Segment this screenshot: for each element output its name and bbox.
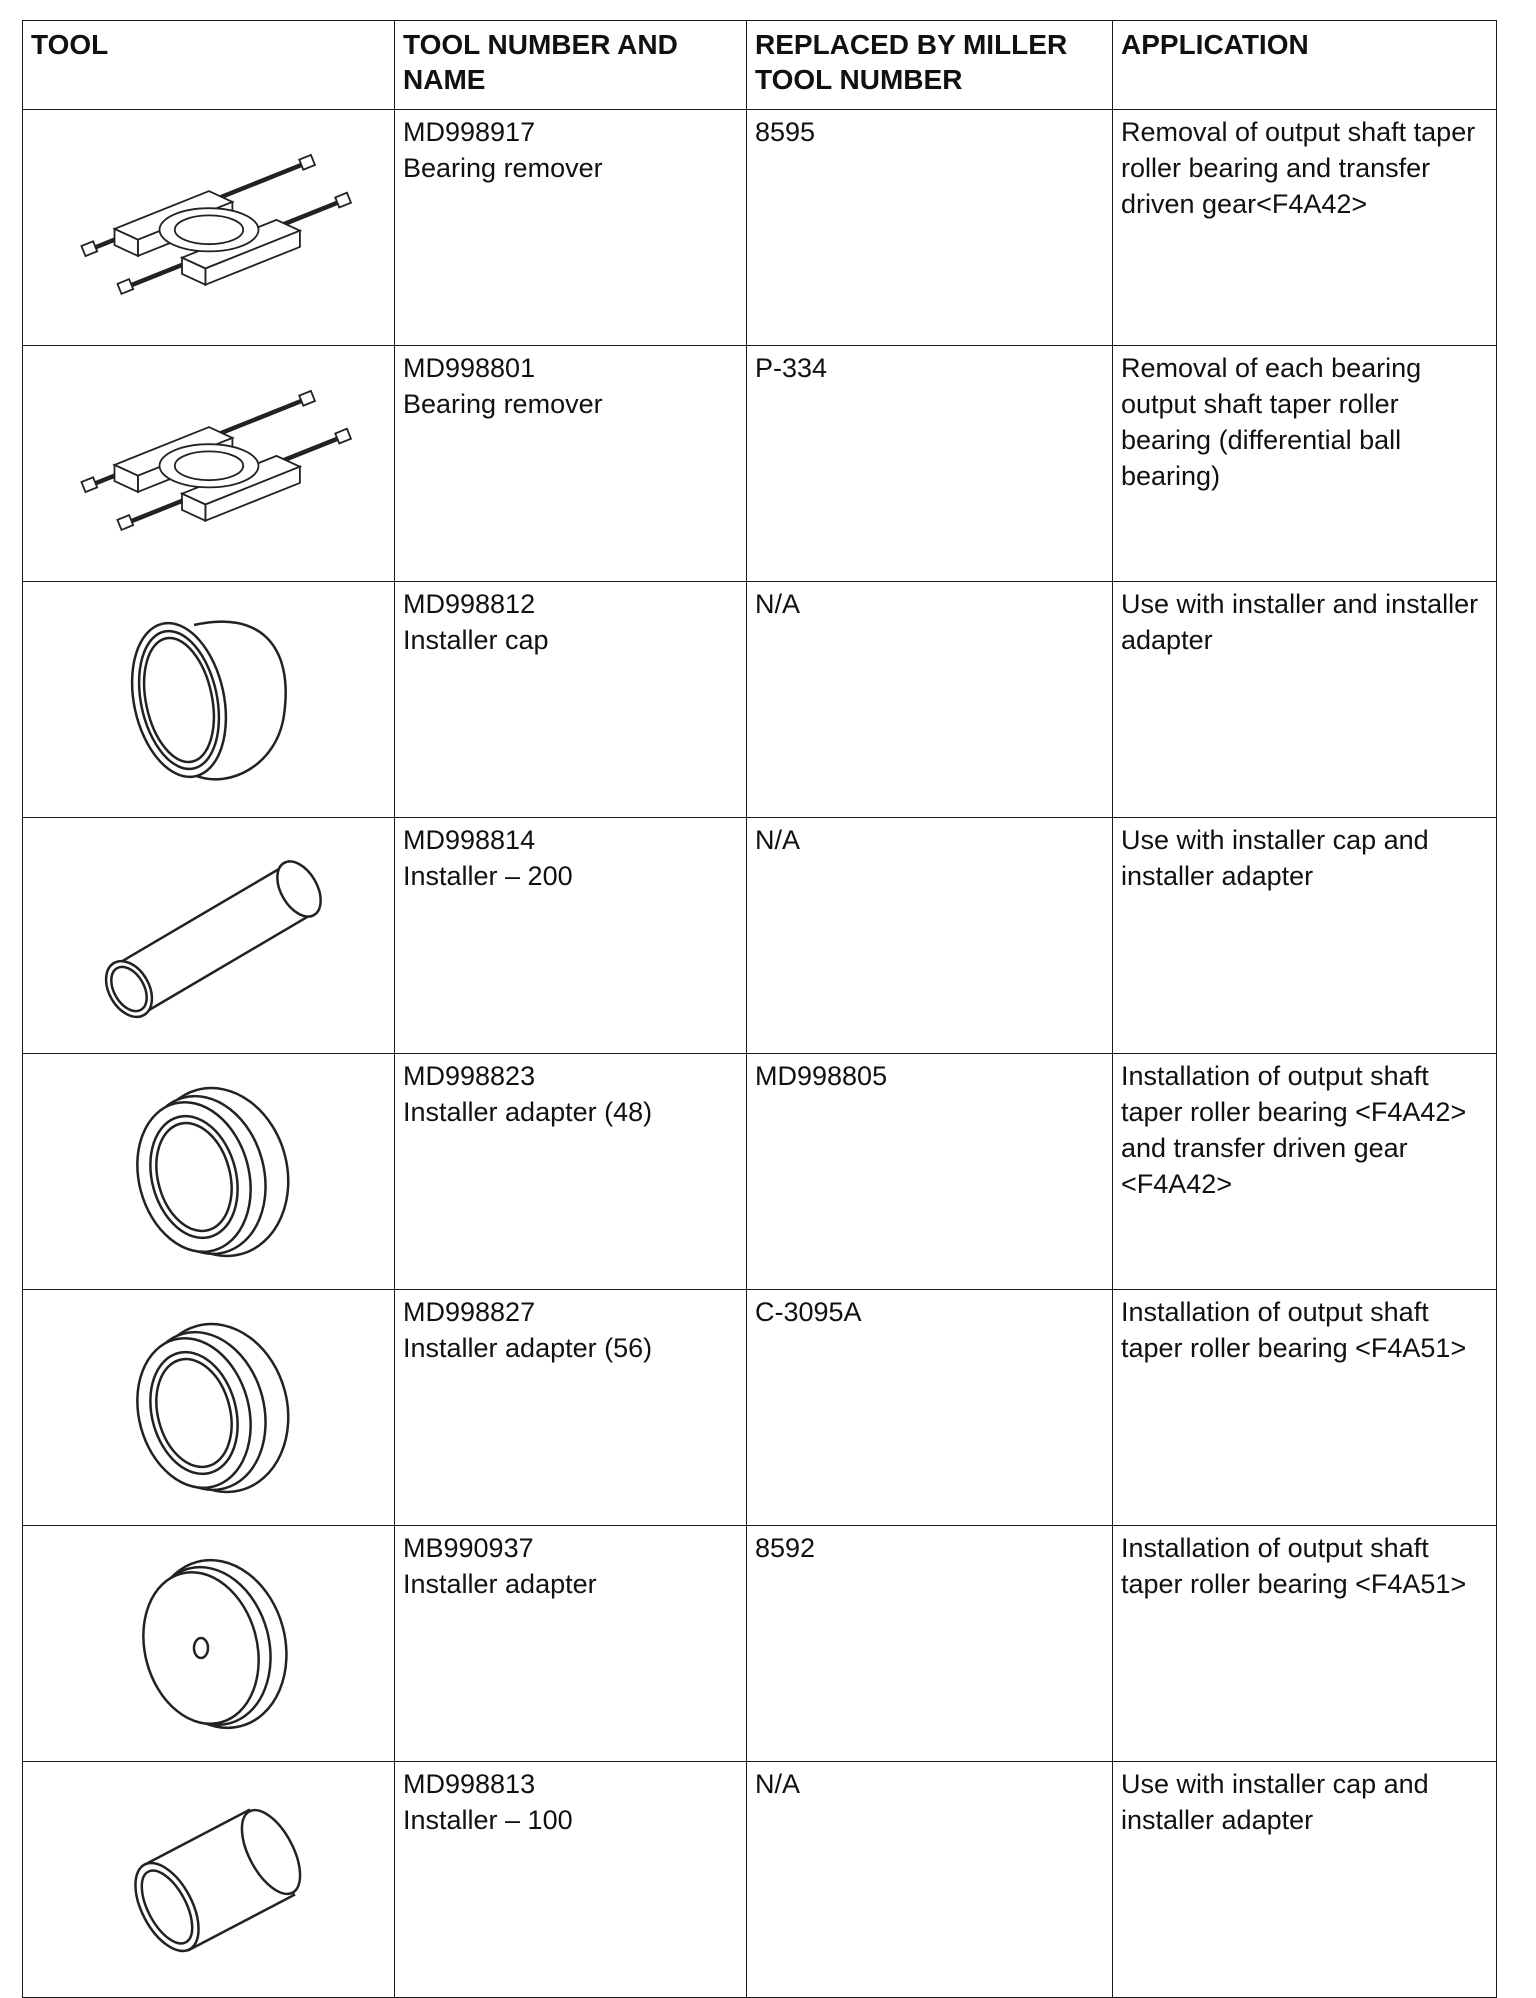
table-row <box>23 1526 1497 1762</box>
tool-number-name-cell <box>395 1526 747 1762</box>
bearing-separator-icon <box>29 133 389 323</box>
application-cell: Use with installer and installer adapter <box>1113 582 1497 818</box>
tool-number: MD998827 <box>403 1297 536 1327</box>
tool-name: Installer – 100 <box>403 1805 573 1835</box>
special-tools-table <box>22 20 1497 1998</box>
header-tool-number-name: TOOL NUMBER AND NAME <box>395 21 747 110</box>
application-cell: Removal of output shaft taper roller bearing and transfer driven gear<F4A42> <box>1113 110 1497 346</box>
tool-illustration-cell <box>23 1762 395 1998</box>
table-row <box>23 582 1497 818</box>
table-row <box>23 110 1497 346</box>
application-cell: Use with installer cap and installer adapter <box>1113 1762 1497 1998</box>
tool-illustration-cell <box>23 110 395 346</box>
installer-cap-icon <box>109 605 309 795</box>
installer-tube-long-icon <box>69 841 349 1031</box>
tool-illustration-cell <box>23 1290 395 1526</box>
header-miller-number: REPLACED BY MILLER TOOL NUMBER <box>747 21 1113 110</box>
application-cell: Use with installer cap and installer adapter <box>1113 818 1497 1054</box>
header-application: APPLICATION <box>1113 21 1497 110</box>
tool-name: Installer adapter (56) <box>403 1333 653 1363</box>
tool-name: Installer – 200 <box>403 861 573 891</box>
bearing-separator-icon <box>29 369 389 559</box>
tool-number-name-cell <box>395 346 747 582</box>
tool-illustration-cell <box>23 346 395 582</box>
miller-number-cell: P-334 <box>747 346 1113 582</box>
application-cell: Removal of each bearing output shaft taper roller bearing (differential ball bearing) <box>1113 346 1497 582</box>
tool-name: Installer adapter (48) <box>403 1097 653 1127</box>
table-row <box>23 818 1497 1054</box>
tool-number-name-cell <box>395 818 747 1054</box>
tool-number-name-cell <box>395 1054 747 1290</box>
miller-number-cell: N/A <box>747 582 1113 818</box>
tool-number-name-cell <box>395 582 747 818</box>
tool-number: MD998823 <box>403 1061 536 1091</box>
table-row <box>23 1290 1497 1526</box>
installer-adapter-disc-icon <box>109 1549 309 1739</box>
tool-number-name-cell <box>395 1762 747 1998</box>
tool-number: MD998812 <box>403 589 536 619</box>
miller-number-cell: N/A <box>747 1762 1113 1998</box>
application-cell: Installation of output shaft taper roller bearing <F4A51> <box>1113 1290 1497 1526</box>
installer-adapter-ring-icon <box>109 1313 309 1503</box>
tool-number-name-cell <box>395 1290 747 1526</box>
application-cell: Installation of output shaft taper roller bearing <F4A42> and transfer driven gear <F4A42> <box>1113 1054 1497 1290</box>
tool-name: Installer adapter <box>403 1569 597 1599</box>
tool-illustration-cell <box>23 1054 395 1290</box>
tool-illustration-cell <box>23 818 395 1054</box>
tool-number: MD998917 <box>403 117 536 147</box>
table-row <box>23 346 1497 582</box>
tool-number-name-cell <box>395 110 747 346</box>
tool-name: Bearing remover <box>403 153 603 183</box>
miller-number-cell: 8595 <box>747 110 1113 346</box>
tool-number: MB990937 <box>403 1533 534 1563</box>
miller-number-cell: 8592 <box>747 1526 1113 1762</box>
tool-illustration-cell <box>23 1526 395 1762</box>
header-tool: TOOL <box>23 21 395 110</box>
tool-illustration-cell <box>23 582 395 818</box>
installer-adapter-ring-icon <box>109 1077 309 1267</box>
tool-number: MD998814 <box>403 825 536 855</box>
tool-name: Installer cap <box>403 625 549 655</box>
miller-number-cell: MD998805 <box>747 1054 1113 1290</box>
tool-number: MD998801 <box>403 353 536 383</box>
table-row <box>23 1762 1497 1998</box>
miller-number-cell: N/A <box>747 818 1113 1054</box>
header-row <box>23 21 1497 110</box>
application-cell: Installation of output shaft taper roller bearing <F4A51> <box>1113 1526 1497 1762</box>
installer-tube-short-icon <box>89 1785 329 1975</box>
miller-number-cell: C-3095A <box>747 1290 1113 1526</box>
tool-number: MD998813 <box>403 1769 536 1799</box>
table-row <box>23 1054 1497 1290</box>
tool-name: Bearing remover <box>403 389 603 419</box>
